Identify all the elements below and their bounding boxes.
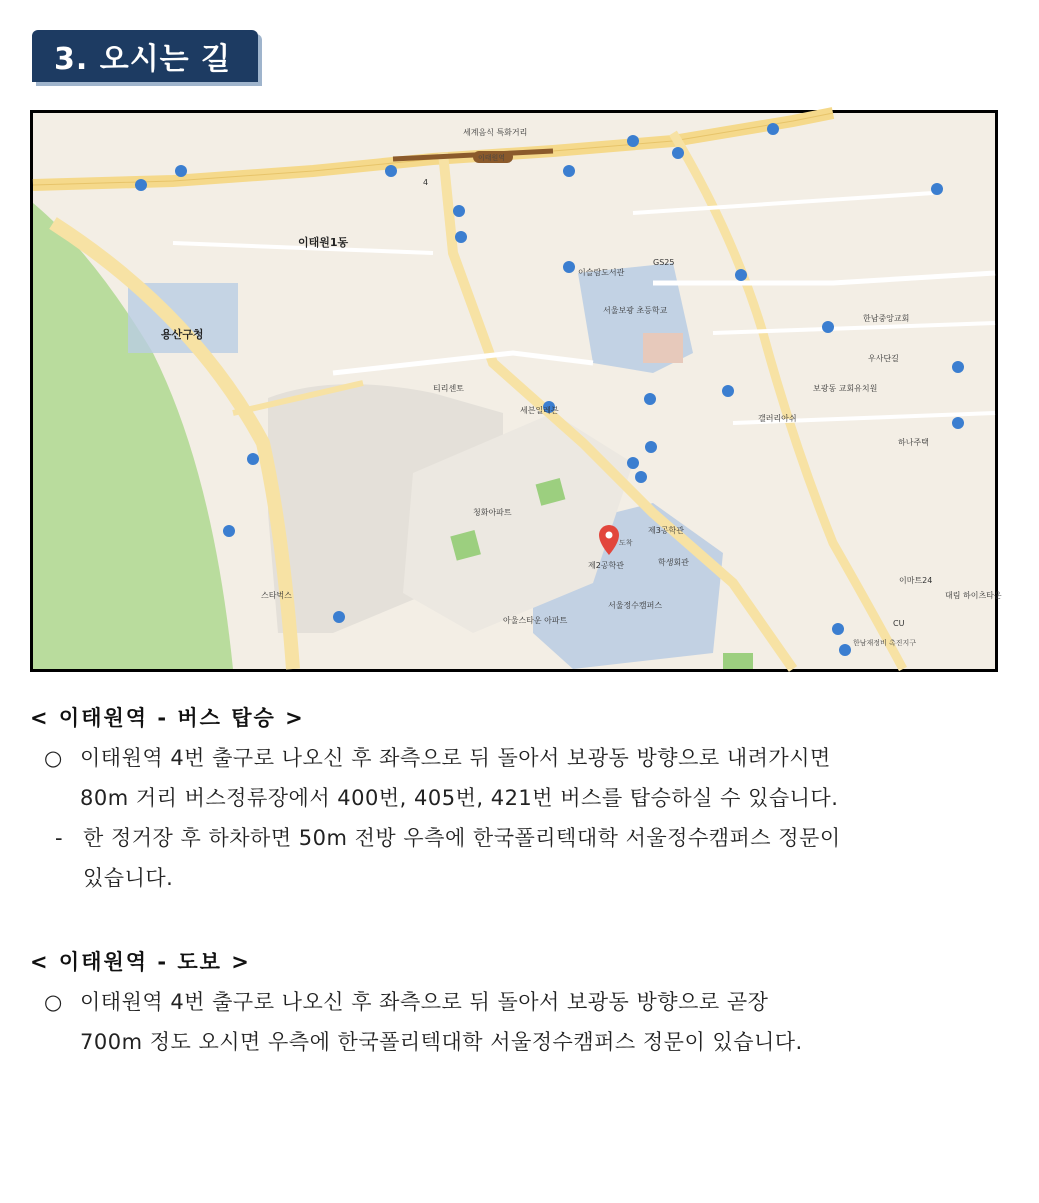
map-label-cheonghwa: 청화아파트 [473, 508, 512, 517]
location-map [30, 110, 1002, 672]
bus-line-1: ○ 이태원역 4번 출구로 나오신 후 좌측으로 뒤 돌아서 보광동 방향으로 내려가시면 [44, 738, 1019, 778]
map-label-building2: 제2공학관 [588, 561, 625, 570]
map-label-emart24: 이마트24 [899, 576, 933, 585]
map-canvas [33, 113, 1002, 669]
map-label-711: 세븐일레븐 [520, 406, 559, 415]
map-label-kindergarten: 보광동 교회유치원 [813, 384, 878, 393]
circle-bullet-icon: ○ [44, 990, 63, 1014]
map-label-starbucks: 스타벅스 [261, 591, 292, 600]
bus-note [55, 818, 1015, 898]
section-header [32, 30, 258, 82]
map-label-hannam-area: 한남재정비 촉진지구 [853, 639, 917, 647]
map-label-destination: 도착 [619, 539, 633, 547]
map-label-usadan: 우사단길 [868, 354, 899, 363]
map-label-cu: CU [893, 619, 905, 628]
map-label-area: 이태원1동 [298, 236, 349, 249]
map-label-building3: 제3공학관 [648, 526, 685, 535]
map-label-campus: 서울정수캠퍼스 [608, 601, 663, 610]
map-label-apt: 아울스타운 아파트 [503, 616, 568, 625]
map-label-food-street: 세계음식 특화거리 [463, 128, 528, 137]
dash-bullet: - [55, 826, 64, 850]
map-label-library: 이슬람도서관 [578, 268, 625, 277]
map-label-gallery: 갤러리아쉬 [758, 414, 797, 423]
map-label-student-hall: 학생회관 [658, 558, 689, 567]
green-patch-3 [723, 653, 753, 669]
map-label-church: 한남중앙교회 [863, 314, 910, 323]
map-label-school: 서울보광 초등학교 [603, 306, 668, 315]
school-yard [643, 333, 683, 363]
section-title: 3. 오시는 길 [54, 42, 232, 77]
walk-line-2: 700m 정도 오시면 우측에 한국폴리텍대학 서울정수캠퍼스 정문이 있습니다. [80, 1030, 803, 1054]
map-label-station: 이태원역 [478, 154, 506, 162]
map-label-tiri: 티리센토 [433, 384, 464, 393]
walk-section-title: < 이태원역 - 도보 > [30, 950, 251, 974]
bus-line-4: 있습니다. [83, 866, 174, 890]
bus-line-2: 80m 거리 버스정류장에서 400번, 405번, 421번 버스를 탑승하실 수 있습니다. [80, 786, 839, 810]
map-label-hana: 하나주택 [898, 438, 929, 447]
circle-bullet-icon: ○ [44, 746, 63, 770]
map-label-daerim: 대림 하이츠타운 [945, 591, 1002, 600]
bus-paragraph [44, 738, 1019, 818]
map-label-gs25: GS25 [653, 258, 675, 267]
walk-line-1: ○ 이태원역 4번 출구로 나오신 후 좌측으로 뒤 돌아서 보광동 방향으로 곧장 [44, 982, 1019, 1022]
map-label-exit4: 4 [423, 178, 429, 187]
map-label-yongsan: 용산구청 [161, 328, 204, 341]
bus-section-title: < 이태원역 - 버스 탑승 > [30, 706, 305, 730]
bus-line-3: - 한 정거장 후 하차하면 50m 전방 우측에 한국폴리텍대학 서울정수캠퍼스 정문이 [55, 818, 1015, 858]
walk-paragraph [44, 982, 1019, 1062]
